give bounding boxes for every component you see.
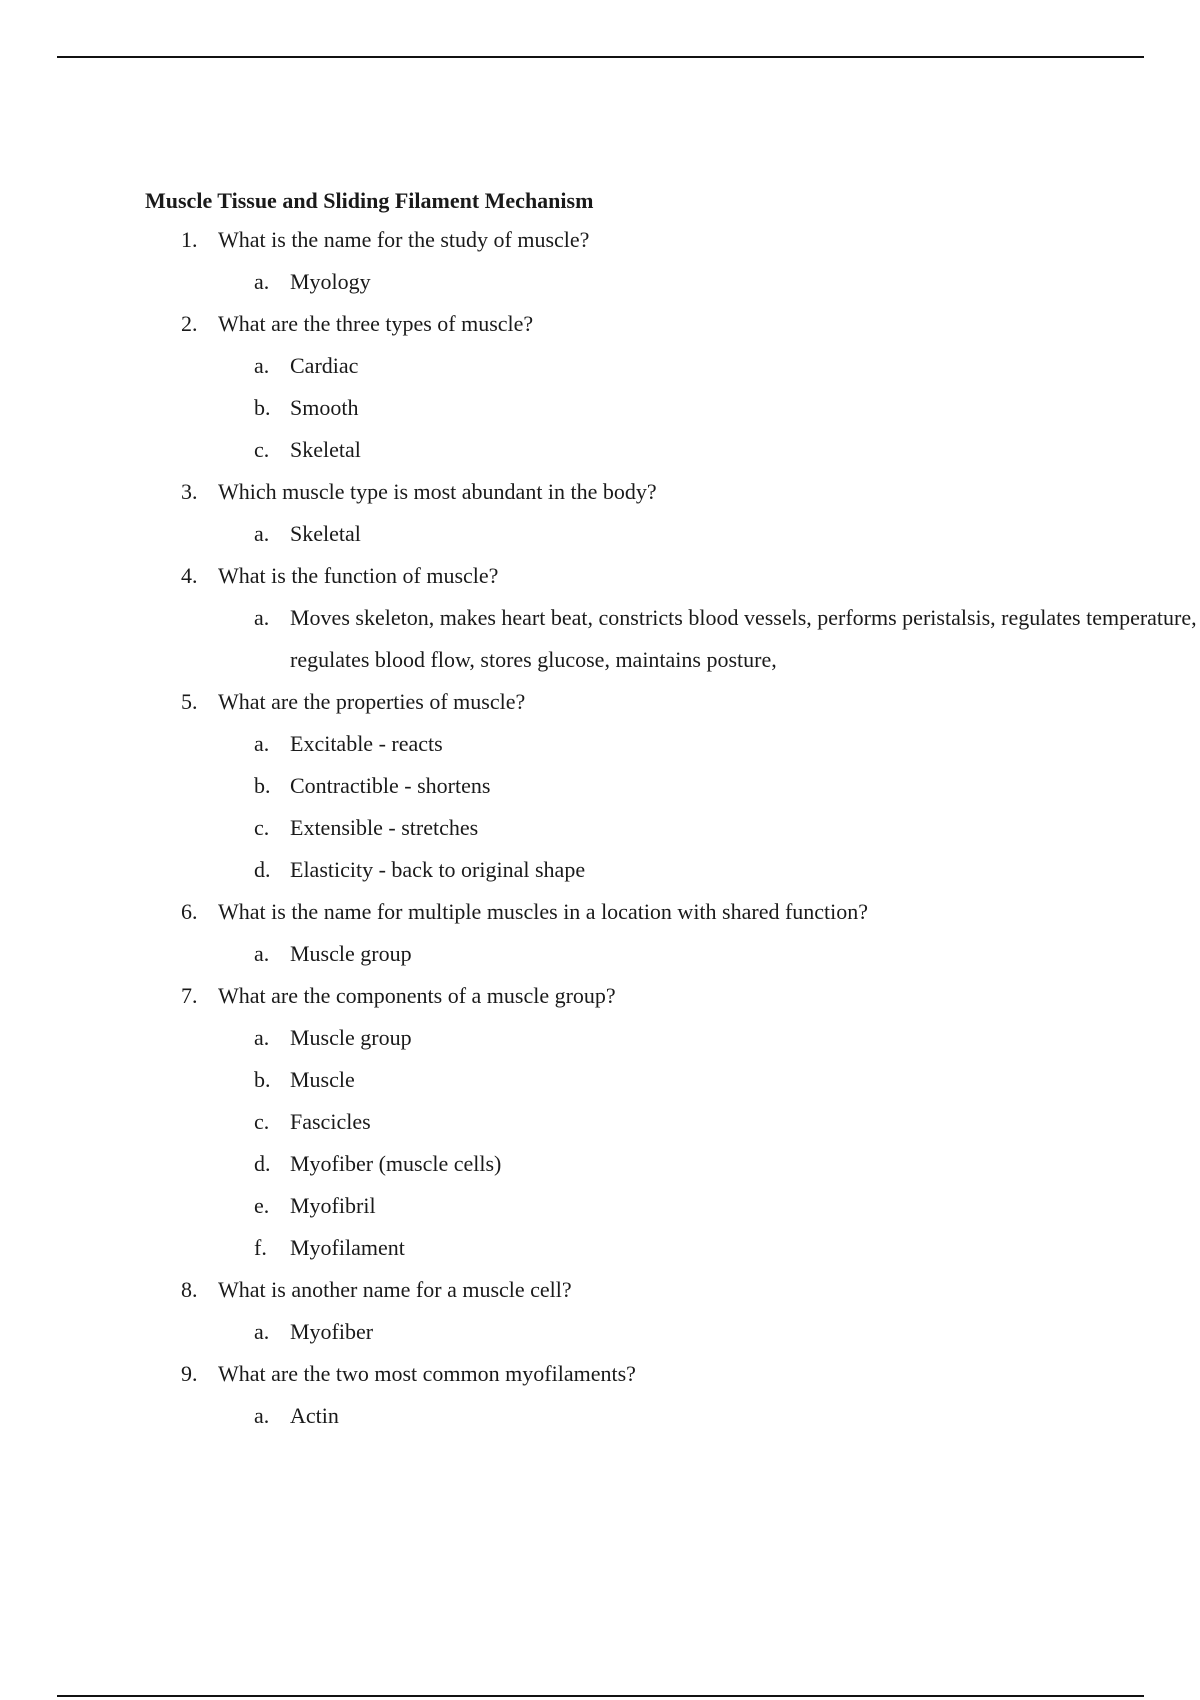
- answer-item: [145, 387, 1200, 429]
- question-item: [145, 303, 1145, 345]
- answer-text: Moves skeleton, makes heart beat, constricts blood vessels, performs peristalsis, regulates temperature, regulates blood flow, stores glucose, maintains posture,: [290, 605, 1197, 672]
- answer-letter: a.: [254, 521, 270, 546]
- question-number: 1.: [181, 227, 198, 252]
- answer-letter: a.: [254, 1319, 270, 1344]
- answer-item: [145, 723, 1200, 765]
- answer-item: [145, 1185, 1200, 1227]
- question-item: [145, 891, 1145, 933]
- question-text: What are the three types of muscle?: [218, 311, 534, 336]
- answer-item: [145, 513, 1200, 555]
- question-text: What is another name for a muscle cell?: [218, 1277, 572, 1302]
- document-body: [145, 183, 1197, 1437]
- answer-letter: c.: [254, 815, 270, 840]
- answer-item: [145, 597, 1200, 681]
- answer-letter: a.: [254, 605, 270, 630]
- header-rule: [57, 56, 1144, 58]
- question-item: [145, 471, 1145, 513]
- answer-text: Myology: [290, 269, 371, 294]
- answer-text: Excitable - reacts: [290, 731, 443, 756]
- document-title: Muscle Tissue and Sliding Filament Mechanism: [145, 188, 594, 213]
- answer-letter: b.: [254, 395, 271, 420]
- answer-letter: d.: [254, 1151, 271, 1176]
- question-text: What are the properties of muscle?: [218, 689, 526, 714]
- answer-item: [145, 1017, 1200, 1059]
- answer-letter: c.: [254, 1109, 270, 1134]
- answer-letter: a.: [254, 731, 270, 756]
- question-item: [145, 1269, 1145, 1311]
- question-number: 4.: [181, 563, 198, 588]
- answer-item: [145, 1311, 1200, 1353]
- question-item: [145, 975, 1145, 1017]
- answer-text: Cardiac: [290, 353, 359, 378]
- answer-item: [145, 807, 1200, 849]
- answer-item: [145, 765, 1200, 807]
- question-list: [145, 219, 1197, 1437]
- question-text: What is the function of muscle?: [218, 563, 499, 588]
- question-number: 8.: [181, 1277, 198, 1302]
- answer-item: [145, 1395, 1200, 1437]
- question-number: 6.: [181, 899, 198, 924]
- answer-letter: a.: [254, 941, 270, 966]
- answer-letter: a.: [254, 269, 270, 294]
- answer-text: Smooth: [290, 395, 359, 420]
- question-text: What are the components of a muscle group?: [218, 983, 616, 1008]
- answer-text: Myofiber: [290, 1319, 374, 1344]
- answer-text: Myofiber (muscle cells): [290, 1151, 502, 1176]
- answer-letter: b.: [254, 773, 271, 798]
- answer-item: [145, 1227, 1200, 1269]
- answer-letter: a.: [254, 1403, 270, 1428]
- answer-text: Myofilament: [290, 1235, 405, 1260]
- question-number: 7.: [181, 983, 198, 1008]
- footer-rule: [57, 1695, 1144, 1697]
- question-item: [145, 1353, 1145, 1395]
- answer-text: Actin: [290, 1403, 339, 1428]
- question-item: [145, 219, 1145, 261]
- answer-item: [145, 1101, 1200, 1143]
- answer-letter: f.: [254, 1235, 267, 1260]
- question-text: What are the two most common myofilaments?: [218, 1361, 636, 1386]
- answer-text: Skeletal: [290, 521, 361, 546]
- question-item: [145, 555, 1145, 597]
- answer-text: Elasticity - back to original shape: [290, 857, 586, 882]
- question-number: 3.: [181, 479, 198, 504]
- answer-text: Skeletal: [290, 437, 361, 462]
- answer-item: [145, 429, 1200, 471]
- answer-letter: e.: [254, 1193, 270, 1218]
- answer-item: [145, 345, 1200, 387]
- answer-item: [145, 933, 1200, 975]
- question-number: 9.: [181, 1361, 198, 1386]
- question-item: [145, 681, 1145, 723]
- question-text: What is the name for multiple muscles in a location with shared function?: [218, 899, 869, 924]
- question-text: Which muscle type is most abundant in the body?: [218, 479, 657, 504]
- answer-letter: a.: [254, 1025, 270, 1050]
- answer-letter: d.: [254, 857, 271, 882]
- answer-text: Muscle group: [290, 1025, 412, 1050]
- answer-text: Extensible - stretches: [290, 815, 479, 840]
- answer-text: Myofibril: [290, 1193, 376, 1218]
- answer-item: [145, 849, 1200, 891]
- answer-text: Fascicles: [290, 1109, 371, 1134]
- question-number: 2.: [181, 311, 198, 336]
- answer-letter: c.: [254, 437, 270, 462]
- answer-text: Contractible - shortens: [290, 773, 491, 798]
- answer-item: [145, 1143, 1200, 1185]
- answer-item: [145, 261, 1200, 303]
- answer-letter: b.: [254, 1067, 271, 1092]
- question-text: What is the name for the study of muscle?: [218, 227, 590, 252]
- answer-letter: a.: [254, 353, 270, 378]
- answer-text: Muscle: [290, 1067, 355, 1092]
- question-number: 5.: [181, 689, 198, 714]
- answer-item: [145, 1059, 1200, 1101]
- answer-text: Muscle group: [290, 941, 412, 966]
